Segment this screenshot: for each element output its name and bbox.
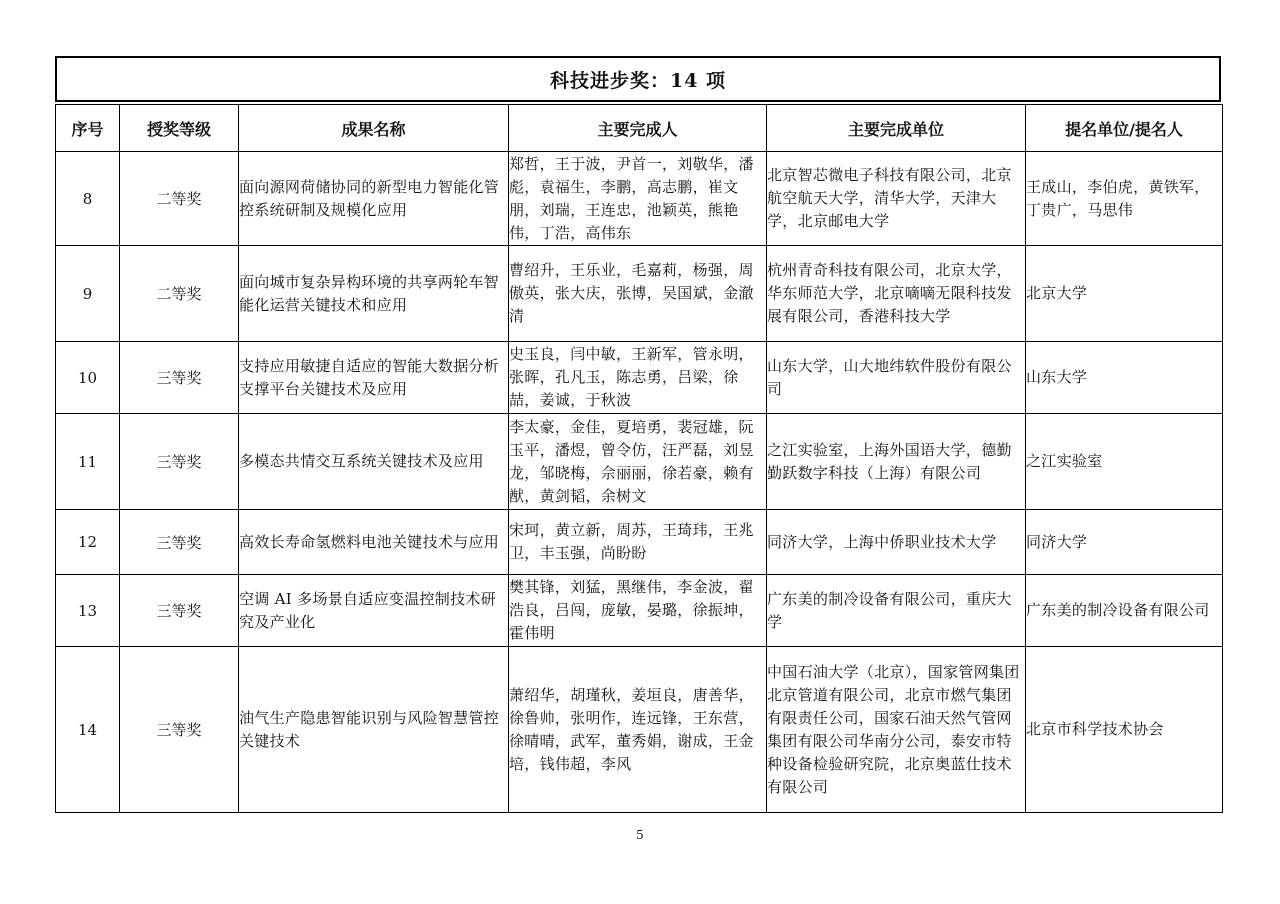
row-units: 杭州青奇科技有限公司，北京大学，华东师范大学，北京嘀嘀无限科技发展有限公司，香港科技大学: [767, 246, 1026, 342]
row-contributors: 樊其锋，刘猛，黑继伟，李金波，翟浩良，吕闯，庞敏，晏璐，徐振坤，霍伟明: [509, 575, 767, 647]
row-nominator: 山东大学: [1026, 342, 1223, 414]
row-nominator: 广东美的制冷设备有限公司: [1026, 575, 1223, 647]
row-award-level: 三等奖: [120, 575, 239, 647]
row-contributors: 萧绍华，胡瑾秋，姜垣良，唐善华，徐鲁帅，张明作，连远锋，王东营，徐晴晴，武军，董秀娟，谢成，王金培，钱伟超，李风: [509, 647, 767, 813]
row-award-level: 二等奖: [120, 152, 239, 246]
header-index: 序号: [56, 105, 120, 152]
row-nominator: 之江实验室: [1026, 414, 1223, 510]
row-award-level: 三等奖: [120, 510, 239, 575]
row-award-level: 三等奖: [120, 342, 239, 414]
row-index: 14: [56, 647, 120, 813]
table-title: 科技进步奖：14 项: [55, 56, 1221, 102]
row-contributors: 宋珂，黄立新，周苏，王琦玮，王兆卫，丰玉强，尚盼盼: [509, 510, 767, 575]
row-index: 12: [56, 510, 120, 575]
row-project-name: 支持应用敏捷自适应的智能大数据分析支撑平台关键技术及应用: [239, 342, 509, 414]
header-award-level: 授奖等级: [120, 105, 239, 152]
row-project-name: 多模态共情交互系统关键技术及应用: [239, 414, 509, 510]
row-contributors: 郑哲，王于波，尹首一，刘敬华，潘彪，袁福生，李鹏，高志鹏，崔文朋，刘瑞，王连忠，池颖英，熊艳伟，丁浩，高伟东: [509, 152, 767, 246]
row-nominator: 北京大学: [1026, 246, 1223, 342]
header-main-contributors: 主要完成人: [509, 105, 767, 152]
row-index: 10: [56, 342, 120, 414]
row-units: 山东大学，山大地纬软件股份有限公司: [767, 342, 1026, 414]
table-row: [56, 414, 1223, 510]
row-index: 11: [56, 414, 120, 510]
row-nominator: 王成山，李伯虎，黄铁军，丁贵广，马思伟: [1026, 152, 1223, 246]
header-nominator: 提名单位/提名人: [1026, 105, 1223, 152]
page-number: 5: [636, 828, 644, 842]
row-award-level: 三等奖: [120, 414, 239, 510]
row-award-level: 三等奖: [120, 647, 239, 813]
row-contributors: 李太豪，金佳，夏培勇，裴冠雄，阮玉平，潘煜，曾令仿，汪严磊，刘昱龙，邹晓梅，佘丽丽，徐若豪，赖有猷，黄剑韬，余树文: [509, 414, 767, 510]
table-row: [56, 342, 1223, 414]
awards-table: [55, 104, 1223, 813]
row-units: 之江实验室，上海外国语大学，德勤勤跃数字科技（上海）有限公司: [767, 414, 1026, 510]
row-contributors: 曹绍升，王乐业，毛嘉莉，杨强，周傲英，张大庆，张博，吴国斌，金澈清: [509, 246, 767, 342]
row-award-level: 二等奖: [120, 246, 239, 342]
row-nominator: 北京市科学技术协会: [1026, 647, 1223, 813]
row-project-name: 面向源网荷储协同的新型电力智能化管控系统研制及规模化应用: [239, 152, 509, 246]
row-units: 中国石油大学（北京），国家管网集团北京管道有限公司，北京市燃气集团有限责任公司，国家石油天然气管网集团有限公司华南分公司，泰安市特种设备检验研究院，北京奥蓝仕技术有限公司: [767, 647, 1026, 813]
table-row: [56, 510, 1223, 575]
table-row: [56, 647, 1223, 813]
row-units: 北京智芯微电子科技有限公司，北京航空航天大学，清华大学，天津大学，北京邮电大学: [767, 152, 1026, 246]
table-row: [56, 246, 1223, 342]
row-index: 8: [56, 152, 120, 246]
header-main-units: 主要完成单位: [767, 105, 1026, 152]
row-project-name: 油气生产隐患智能识别与风险智慧管控关键技术: [239, 647, 509, 813]
row-index: 13: [56, 575, 120, 647]
table-row: [56, 152, 1223, 246]
row-units: 广东美的制冷设备有限公司，重庆大学: [767, 575, 1026, 647]
row-contributors: 史玉良，闫中敏，王新军，管永明，张晖，孔凡玉，陈志勇，吕梁，徐喆，姜诚，于秋波: [509, 342, 767, 414]
row-project-name: 高效长寿命氢燃料电池关键技术与应用: [239, 510, 509, 575]
row-project-name: 空调 AI 多场景自适应变温控制技术研究及产业化: [239, 575, 509, 647]
header-project-name: 成果名称: [239, 105, 509, 152]
row-index: 9: [56, 246, 120, 342]
table-row: [56, 575, 1223, 647]
header-row: [56, 105, 1223, 152]
row-units: 同济大学，上海中侨职业技术大学: [767, 510, 1026, 575]
row-project-name: 面向城市复杂异构环境的共享两轮车智能化运营关键技术和应用: [239, 246, 509, 342]
row-nominator: 同济大学: [1026, 510, 1223, 575]
